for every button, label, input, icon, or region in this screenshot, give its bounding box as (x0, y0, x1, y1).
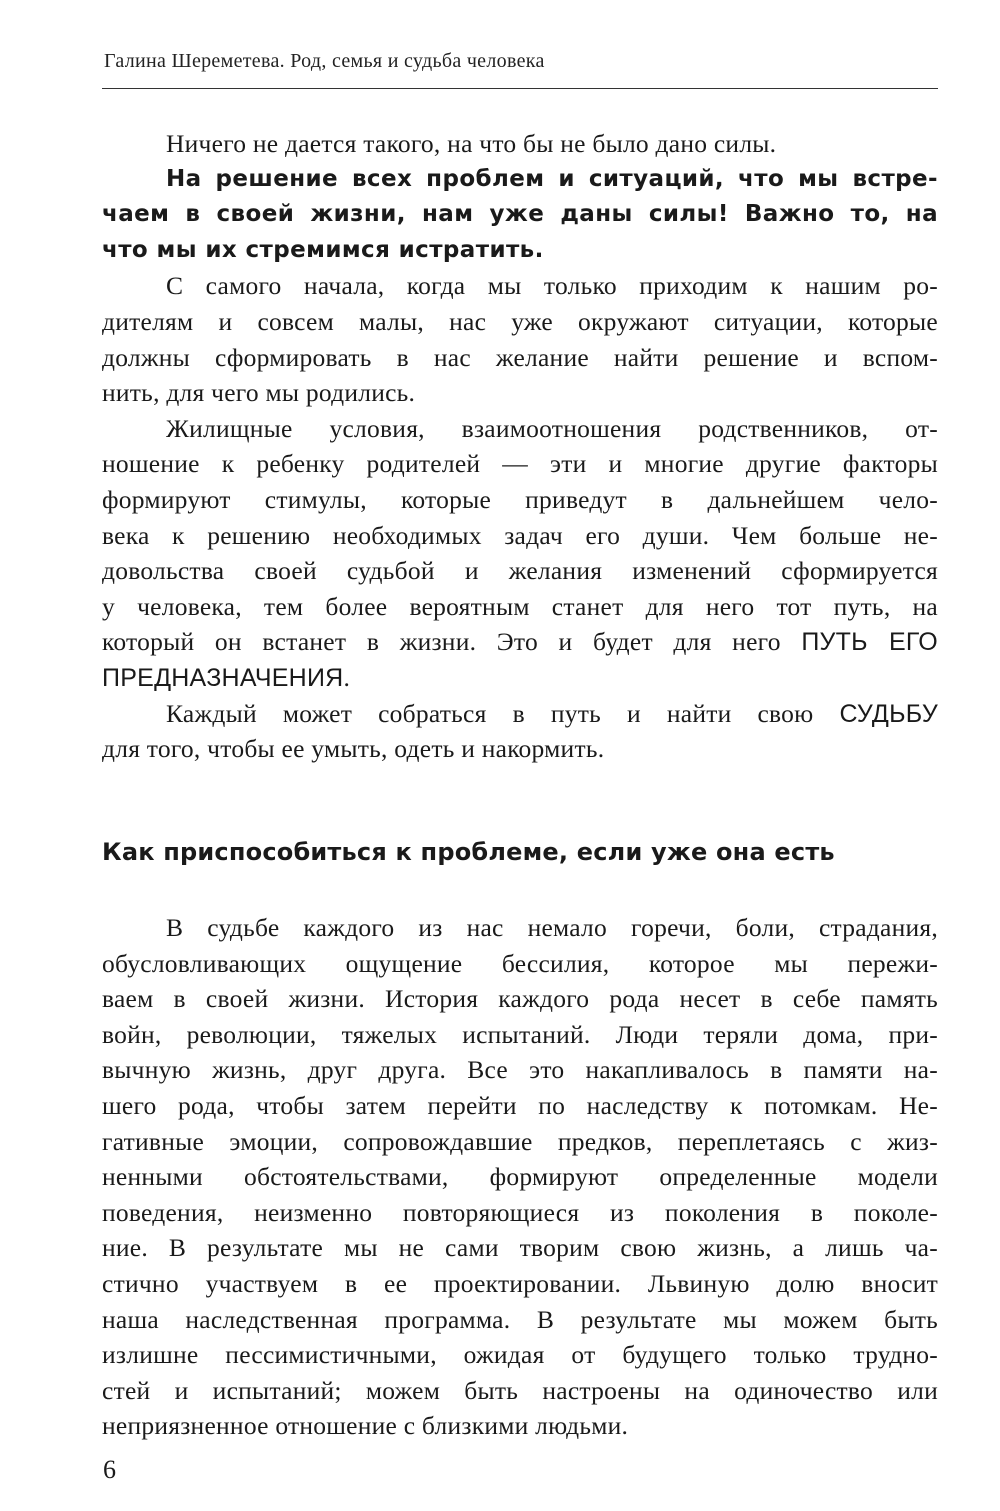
text-segment: . (343, 662, 351, 692)
text-line: ваем в своей жизни. История каждого рода несет в себе память (102, 984, 938, 1014)
bold-text-line: чаем в своей жизни, нам уже даны силы! Важно то, на (102, 201, 938, 228)
text-segment: который он встанет в жизни. Это и будет для него (102, 627, 802, 657)
text-line (102, 624, 938, 660)
text-line (102, 660, 938, 696)
text-line: для того, чтобы ее умыть, одеть и накормить. (102, 734, 605, 764)
text-line: нить, для чего мы родились. (102, 378, 416, 408)
text-line: у человека, тем более вероятным станет для него тот путь, на (102, 591, 938, 621)
bold-text-line: что мы их стремимся истратить. (102, 236, 544, 263)
text-line: шего рода, чтобы затем перейти по наследству к потомкам. Не- (102, 1090, 938, 1120)
running-head: Галина Шереметева. Род, семья и судьба человека (104, 50, 545, 72)
text-line: стично участвуем в ее проектировании. Львиную долю вносит (102, 1268, 938, 1298)
text-line: гативные эмоции, сопровождавшие предков, переплетаясь с жиз- (102, 1126, 938, 1156)
caps-text: СУДЬБУ (839, 699, 938, 728)
text-line: дителям и совсем малы, нас уже окружают ситуации, которые (102, 306, 938, 336)
text-segment: Каждый может собраться в путь и найти свою (166, 698, 840, 728)
section-title: Как приспособиться к проблеме, если уже она есть (102, 838, 835, 866)
bold-text-line: На решение всех проблем и ситуаций, что мы встре- (166, 165, 938, 192)
text-line: должны сформировать в нас желание найти решение и вспом- (102, 342, 938, 372)
text-line: вычную жизнь, друг друга. Все это накапливалось в памяти на- (102, 1055, 938, 1085)
text-line: Ничего не дается такого, на что бы не было дано силы. (166, 129, 777, 158)
text-line: неприязненное отношение с близкими людьми. (102, 1411, 629, 1441)
text-line (102, 696, 938, 732)
text-line: ние. В результате мы не сами творим свою жизнь, а лишь ча- (102, 1233, 938, 1263)
text-line: излишне пессимистичными, ожидая от будущего только трудно- (102, 1340, 938, 1370)
text-line: В судьбе каждого из нас немало горечи, боли, страдания, (166, 913, 938, 942)
text-line: обусловливающих ощущение бессилия, которое мы пережи- (102, 948, 938, 978)
caps-text: ПУТЬ ЕГО (801, 628, 938, 657)
text-block-section (102, 910, 938, 1444)
text-line: поведения, неизменно повторяющиеся из поколения в поколе- (102, 1197, 938, 1227)
page-number: 6 (103, 1455, 116, 1484)
caps-text: ПРЕДНАЗНАЧЕНИЯ (102, 663, 344, 692)
text-line: ненными обстоятельствами, формируют определенные модели (102, 1162, 938, 1192)
header-rule (102, 88, 938, 89)
text-line: С самого начала, когда мы только приходим к нашим ро- (166, 271, 938, 301)
text-line: войн, революции, тяжелых испытаний. Люди теряли дома, при- (102, 1019, 938, 1049)
text-block-intro (102, 126, 938, 767)
text-line: наша наследственная программа. В результате мы можем быть (102, 1304, 938, 1334)
text-line: стей и испытаний; можем быть настроены на одиночество или (102, 1375, 938, 1405)
text-line: довольства своей судьбой и желания изменений сформируется (102, 556, 938, 586)
text-line: ношение к ребенку родителей — эти и многие другие факторы (102, 449, 938, 479)
text-line: Жилищные условия, взаимоотношения родственников, от- (166, 413, 938, 443)
text-line: формируют стимулы, которые приведут в дальнейшем чело- (102, 484, 938, 514)
text-line: века к решению необходимых задач его души. Чем больше не- (102, 520, 938, 550)
